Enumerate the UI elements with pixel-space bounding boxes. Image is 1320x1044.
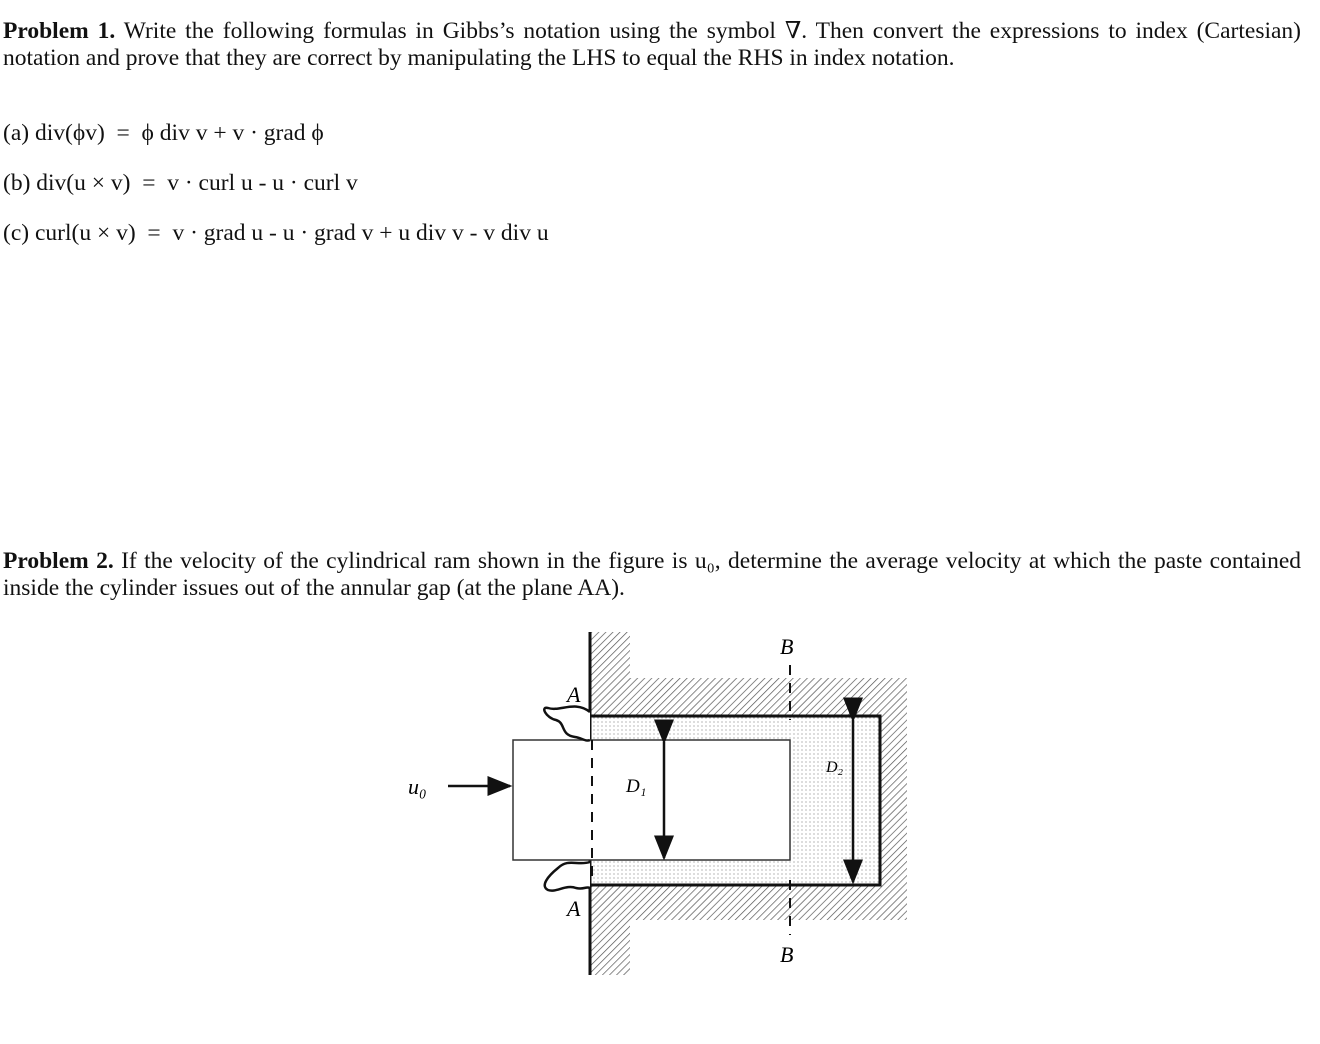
problem-2-text: If the velocity of the cylindrical ram shown in the figure is u₀, determine the average velocity at which the paste contained inside the cylinder issues out of the annular gap (at the plane AA). — [3, 548, 1302, 601]
formula-a-rhs: ϕ div v + v · grad ϕ — [141, 120, 324, 146]
formula-a: (a) div(ϕv) = ϕ div v + v · grad ϕ — [3, 120, 324, 146]
formula-b: (b) div(u × v) = v · curl u - u · curl v — [3, 170, 358, 196]
ram — [513, 740, 790, 860]
problem-1-heading: Problem 1. — [3, 18, 116, 44]
paste-break-bottom — [545, 862, 590, 891]
formula-a-lhs: div(ϕv) — [34, 120, 105, 146]
label-A-top: A — [567, 682, 581, 707]
problem-1-text: Write the following formulas in Gibbs’s notation using the symbol ∇. Then convert the expressions to index (Cartesian) notation and prove that they are correct by manipulating the LHS to equal the RHS in index notation. — [3, 18, 1302, 71]
label-D1: D₁ — [626, 776, 647, 797]
formula-b-rhs: v · curl u - u · curl v — [167, 170, 358, 196]
problem-2-heading: Problem 2. — [3, 548, 114, 574]
label-B-bottom: B — [780, 942, 794, 967]
formula-c-label: (c) — [3, 220, 30, 246]
paste-break-top — [544, 707, 590, 741]
label-D2: D₂ — [826, 759, 844, 776]
label-A-bottom: A — [567, 896, 581, 921]
formula-c-lhs: curl(u × v) — [34, 220, 136, 246]
label-u0: u₀ — [408, 774, 427, 799]
formula-c-rhs: v · grad u - u · grad v + u div v - v div u — [172, 220, 549, 246]
formula-b-label: (b) — [3, 170, 31, 196]
formula-b-lhs: div(u × v) — [36, 170, 131, 196]
formula-c: (c) curl(u × v) = v · grad u - u · grad v + u div v - v div u — [3, 220, 549, 246]
label-B-top: B — [780, 634, 794, 659]
formula-a-label: (a) — [3, 120, 30, 146]
